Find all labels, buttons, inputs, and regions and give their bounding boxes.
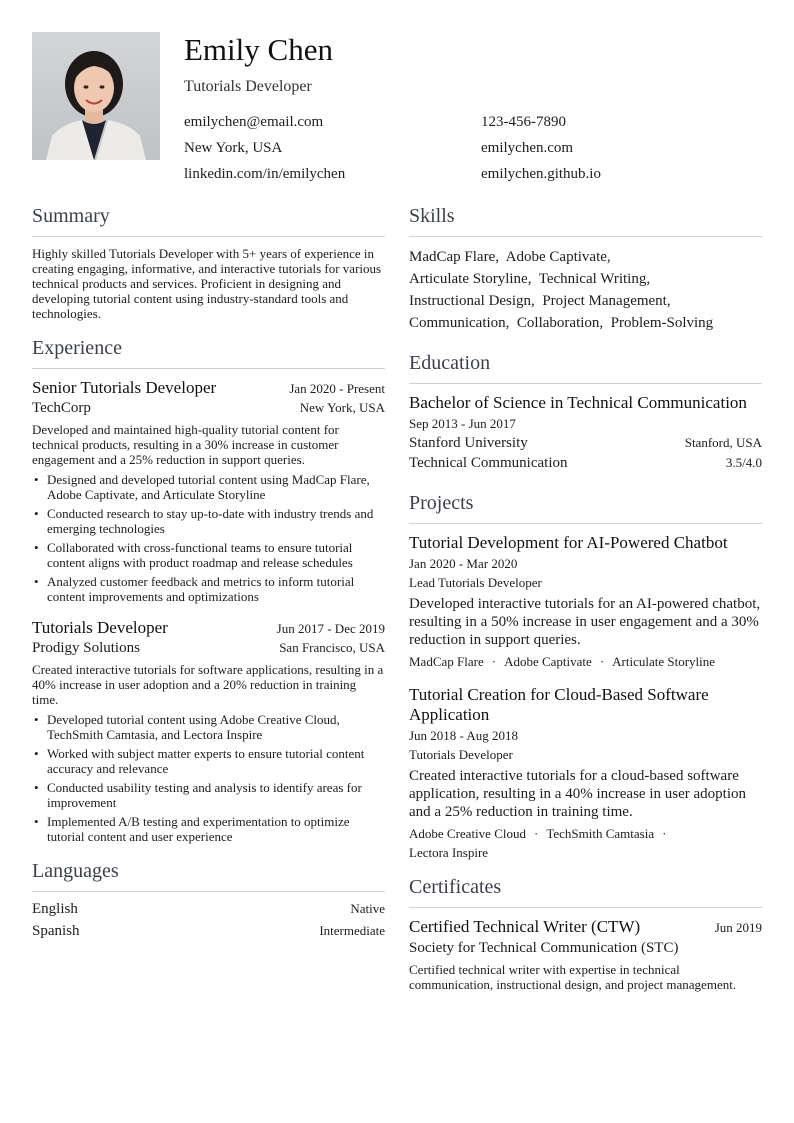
candidate-name: Emily Chen xyxy=(184,32,333,67)
job-bullets xyxy=(32,712,385,844)
bullet-dot: • xyxy=(34,540,39,555)
left-column xyxy=(32,205,385,945)
bullet-dot: • xyxy=(34,746,39,761)
job-location: San Francisco, USA xyxy=(279,640,385,655)
job-title: Senior Tutorials Developer xyxy=(32,378,217,397)
school-name: Stanford University xyxy=(409,435,528,451)
section-title: Experience xyxy=(32,337,385,369)
section-title: Languages xyxy=(32,860,385,892)
bullet-item: • Designed and developed tutorial content using MadCap Flare, Adobe Captivate, and Articulate Storyline xyxy=(34,472,370,502)
language-row xyxy=(32,923,385,940)
project-tags: MadCap Flare · Adobe Captivate · Articulate Storyline xyxy=(409,654,716,669)
project-description: Developed interactive tutorials for an AI-powered chatbot, resulting in a 50% increase in user engagement and a 30% reduction in support queries. xyxy=(409,596,761,648)
skills-section xyxy=(409,205,762,334)
job-date: Jun 2017 - Dec 2019 xyxy=(276,621,385,636)
language-name: Spanish xyxy=(32,923,80,939)
skill-item: Problem-Solving xyxy=(610,315,714,331)
job-date: Jan 2020 - Present xyxy=(289,381,385,396)
school-location: Stanford, USA xyxy=(684,435,762,450)
skill-item: Articulate Storyline, xyxy=(409,271,532,287)
project-date: Jan 2020 - Mar 2020 xyxy=(409,556,518,571)
project-role: Lead Tutorials Developer xyxy=(409,575,542,590)
skill-item: Instructional Design, xyxy=(409,293,535,309)
project-entry xyxy=(409,685,762,862)
project-description: Created interactive tutorials for a cloud-based software application, resulting in a 40% increase in user adoption and a 25% reduction in training time. xyxy=(409,768,746,820)
project-date: Jun 2018 - Aug 2018 xyxy=(409,728,519,743)
summary-section xyxy=(32,205,385,321)
certificate-date: Jun 2019 xyxy=(714,920,762,935)
project-title: Tutorial Development for AI-Powered Chatbot xyxy=(409,533,728,552)
skill-item: Collaboration, xyxy=(516,315,604,331)
languages-section xyxy=(32,860,385,940)
language-row xyxy=(32,901,385,918)
job-entry xyxy=(32,618,385,844)
project-title: Tutorial Creation for Cloud-Based Software Application xyxy=(409,685,709,724)
portrait-image xyxy=(32,32,160,160)
bullet-dot: • xyxy=(34,814,39,829)
field-of-study: Technical Communication xyxy=(409,455,568,471)
bullet-item: • Implemented A/B testing and experimentation to optimize tutorial content and user experience xyxy=(34,814,350,844)
section-title: Summary xyxy=(32,205,385,237)
contact-website[interactable]: emilychen.com xyxy=(481,140,574,156)
bullet-item: • Collaborated with cross-functional teams to ensure tutorial content aligns with product roadmap and release schedules xyxy=(34,540,353,570)
tag-item: Adobe Creative Cloud xyxy=(409,826,526,841)
skills-list xyxy=(409,246,762,334)
contact-location: New York, USA xyxy=(184,140,283,156)
contact-github[interactable]: emilychen.github.io xyxy=(481,166,601,182)
job-company: Prodigy Solutions xyxy=(32,640,140,656)
bullet-dot: • xyxy=(34,780,39,795)
bullet-dot: • xyxy=(34,472,39,487)
language-level: Intermediate xyxy=(319,923,385,938)
job-bullets xyxy=(32,472,385,604)
job-title: Tutorials Developer xyxy=(32,618,168,637)
tag-item: Lectora Inspire xyxy=(409,845,489,860)
projects-section xyxy=(409,492,762,862)
skill-item: Communication, xyxy=(409,315,510,331)
contact-phone[interactable]: 123-456-7890 xyxy=(481,114,566,130)
bullet-dot: • xyxy=(34,506,39,521)
certificate-description: Certified technical writer with expertise in technical communication, instructional design, and project management. xyxy=(409,962,737,992)
job-description: Developed and maintained high-quality tutorial content for technical products, resulting in a 30% increase in customer engagement and a 25% reduction in support queries. xyxy=(32,422,339,467)
tag-item: MadCap Flare xyxy=(409,654,484,669)
experience-section xyxy=(32,337,385,844)
bullet-item: • Conducted research to stay up-to-date with industry trends and emerging technologies xyxy=(34,506,374,536)
job-description: Created interactive tutorials for software applications, resulting in a 40% increase in user adoption and a 20% reduction in training time. xyxy=(32,662,384,707)
certificate-title: Certified Technical Writer (CTW) xyxy=(409,917,641,936)
bullet-item: • Conducted usability testing and analysis to identify areas for improvement xyxy=(34,780,362,810)
language-name: English xyxy=(32,901,78,917)
summary-text: Highly skilled Tutorials Developer with 5+ years of experience in creating engaging, informative, and interactive tutorials for various technical products and services. Proficient in designing and developing tutorial content using industry-standard tools and technologies. xyxy=(32,246,382,321)
tag-item: Adobe Captivate xyxy=(504,654,592,669)
job-entry xyxy=(32,378,385,604)
education-section xyxy=(409,352,762,472)
certificate-issuer: Society for Technical Communication (STC) xyxy=(409,940,679,956)
skill-item: MadCap Flare, xyxy=(409,249,499,265)
section-title: Skills xyxy=(409,205,762,237)
skill-item: Technical Writing, xyxy=(538,271,651,287)
project-role: Tutorials Developer xyxy=(409,747,513,762)
gpa: 3.5/4.0 xyxy=(725,455,762,470)
project-entry xyxy=(409,533,762,671)
candidate-headline: Tutorials Developer xyxy=(184,78,312,95)
language-level: Native xyxy=(350,901,385,916)
contact-email[interactable]: emilychen@email.com xyxy=(184,114,324,130)
profile-photo xyxy=(32,32,160,160)
section-title: Certificates xyxy=(409,876,762,908)
job-location: New York, USA xyxy=(299,400,385,415)
section-title: Projects xyxy=(409,492,762,524)
skill-item: Project Management, xyxy=(542,293,671,309)
degree: Bachelor of Science in Technical Communication xyxy=(409,393,747,412)
section-title: Education xyxy=(409,352,762,384)
tag-item: TechSmith Camtasia xyxy=(546,826,655,841)
bullet-dot: • xyxy=(34,574,39,589)
project-tags: Adobe Creative Cloud · TechSmith Camtasia · Lectora Inspire xyxy=(409,826,667,860)
bullet-item: • Worked with subject matter experts to ensure tutorial content accuracy and relevance xyxy=(34,746,365,776)
bullet-dot: • xyxy=(34,712,39,727)
job-company: TechCorp xyxy=(32,400,91,416)
contact-linkedin[interactable]: linkedin.com/in/emilychen xyxy=(184,166,346,182)
bullet-item: • Analyzed customer feedback and metrics to inform tutorial content improvements and optimizations xyxy=(34,574,355,604)
bullet-item: • Developed tutorial content using Adobe Creative Cloud, TechSmith Camtasia, and Lectora Inspire xyxy=(34,712,340,742)
skill-item: Adobe Captivate, xyxy=(505,249,611,265)
certificates-section xyxy=(409,876,762,992)
tag-item: Articulate Storyline xyxy=(612,654,716,669)
education-date: Sep 2013 - Jun 2017 xyxy=(409,416,516,431)
right-column xyxy=(409,205,762,992)
